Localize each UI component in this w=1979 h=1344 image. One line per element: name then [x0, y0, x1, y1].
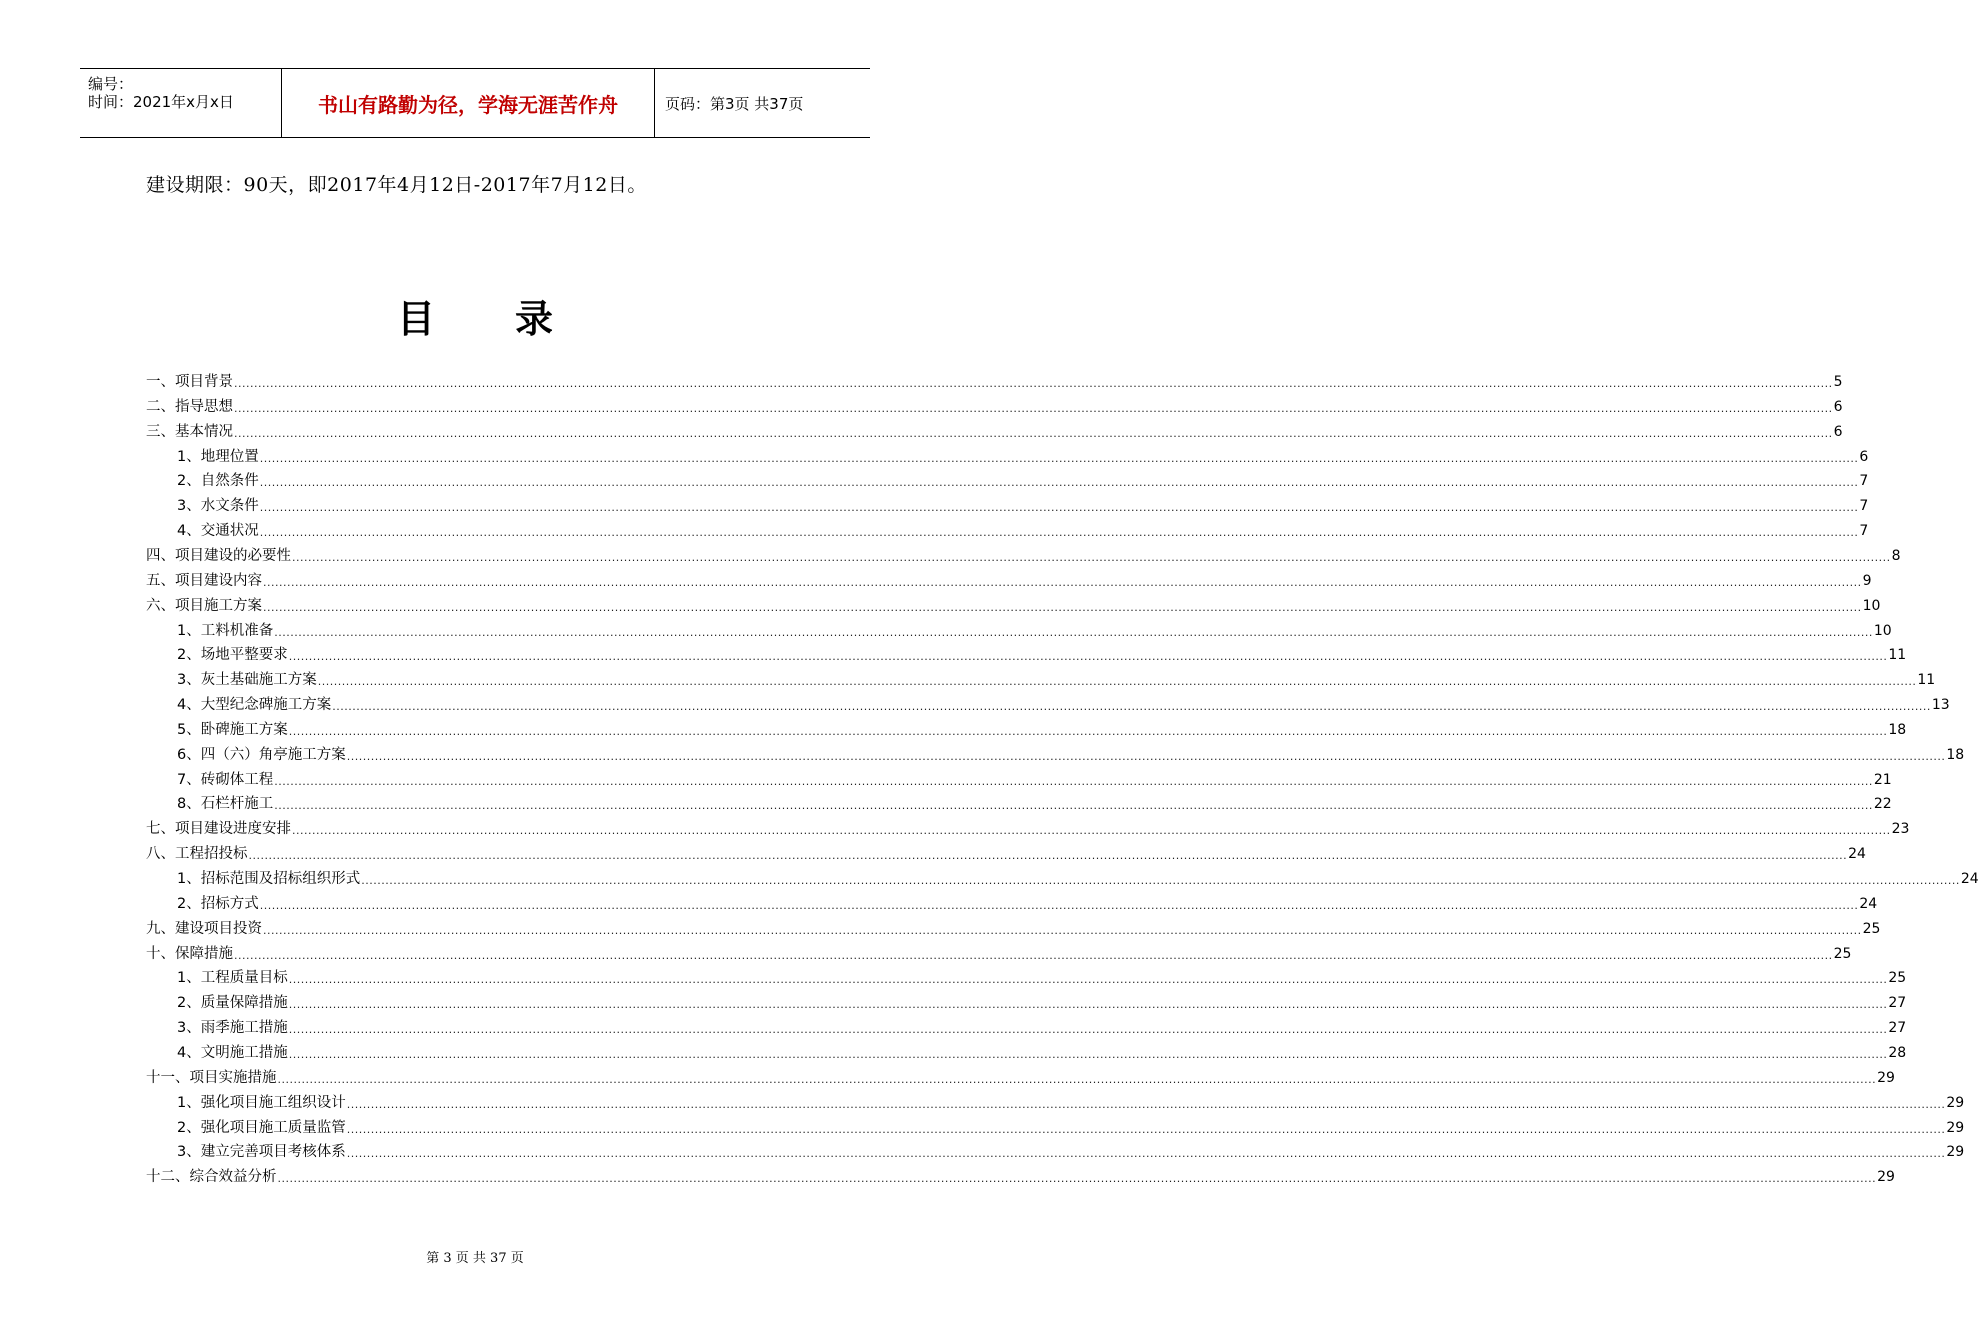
toc-entry-label: 十二、综合效益分析 — [146, 1169, 277, 1186]
toc-entry[interactable] — [177, 492, 1869, 516]
toc-entry-label: 三、基本情况 — [146, 423, 233, 440]
construction-period: 建设期限：90天，即2017年4月12日-2017年7月12日。 — [146, 174, 647, 196]
toc-entry[interactable] — [177, 1089, 1965, 1113]
toc-entry[interactable] — [177, 964, 1907, 988]
toc-entry-label: 2、招标方式 — [177, 895, 259, 912]
toc-leader-dots: ................................................................................................................................................................................................................................................................................................................................................................................................................ — [288, 973, 1888, 987]
toc-entry-label: 8、石栏杆施工 — [177, 796, 274, 813]
toc-entry[interactable] — [177, 1039, 1907, 1063]
toc-entry-page: 29 — [1877, 1069, 1895, 1086]
toc-entry-label: 3、水文条件 — [177, 498, 259, 515]
toc-entry-page: 6 — [1833, 398, 1843, 415]
toc-entry-page: 27 — [1888, 995, 1907, 1012]
toc-entry[interactable] — [146, 418, 1843, 442]
toc-entry-label: 十一、项目实施措施 — [146, 1069, 277, 1086]
toc-entry-label: 一、项目背景 — [146, 374, 233, 390]
toc-entry-page: 21 — [1873, 771, 1892, 788]
toc-leader-dots: ................................................................................................................................................................................................................................................................................................................................................................................................................ — [259, 476, 1859, 490]
toc-entry-page: 24 — [1859, 895, 1878, 912]
toc-leader-dots: ................................................................................................................................................................................................................................................................................................................................................................................................................ — [274, 625, 1873, 639]
toc-entry-label: 2、强化项目施工质量监管 — [177, 1119, 346, 1136]
toc-leader-dots: ................................................................................................................................................................................................................................................................................................................................................................................................................ — [259, 501, 1859, 515]
toc-leader-dots: ................................................................................................................................................................................................................................................................................................................................................................................................................ — [274, 774, 1873, 788]
toc-entry-label: 1、强化项目施工组织设计 — [177, 1094, 346, 1111]
toc-entry-page: 11 — [1917, 672, 1936, 689]
toc-leader-dots: ................................................................................................................................................................................................................................................................................................................................................................................................................ — [346, 1147, 1946, 1161]
toc-leader-dots: ................................................................................................................................................................................................................................................................................................................................................................................................................ — [346, 1097, 1946, 1111]
toc-title — [0, 288, 950, 343]
toc-entry[interactable] — [146, 840, 1866, 864]
toc-leader-dots: ................................................................................................................................................................................................................................................................................................................................................................................................................ — [234, 426, 1833, 440]
toc-entry-page: 24 — [1848, 846, 1866, 863]
toc-leader-dots: ................................................................................................................................................................................................................................................................................................................................................................................................................ — [361, 874, 1960, 887]
toc-entry-page: 10 — [1873, 622, 1892, 639]
toc-entry[interactable] — [146, 393, 1843, 417]
toc-entry-page: 23 — [1891, 821, 1910, 838]
toc-leader-dots: ................................................................................................................................................................................................................................................................................................................................................................................................................ — [317, 675, 1917, 689]
header-left-cell — [80, 69, 282, 137]
toc-entry[interactable] — [177, 443, 1869, 467]
toc-entry-label: 七、项目建设进度安排 — [146, 821, 291, 838]
toc-entry-page: 25 — [1888, 970, 1907, 987]
header-right-cell — [655, 69, 870, 137]
toc-entry[interactable] — [146, 915, 1881, 939]
toc-entry[interactable] — [177, 1114, 1965, 1138]
toc-leader-dots: ................................................................................................................................................................................................................................................................................................................................................................................................................ — [263, 923, 1862, 937]
toc-entry[interactable] — [177, 641, 1907, 665]
toc-entry-label: 四、项目建设的必要性 — [146, 547, 291, 564]
toc-leader-dots: ................................................................................................................................................................................................................................................................................................................................................................................................................ — [263, 600, 1862, 614]
toc-entry-page: 13 — [1931, 697, 1950, 714]
toc-leader-dots: ................................................................................................................................................................................................................................................................................................................................................................................................................ — [288, 998, 1888, 1012]
toc-entry-page: 29 — [1946, 1094, 1965, 1111]
toc-leader-dots: ................................................................................................................................................................................................................................................................................................................................................................................................................ — [292, 550, 1891, 564]
toc-entry-page: 10 — [1862, 597, 1881, 614]
toc-entry-label: 1、地理位置 — [177, 448, 259, 465]
toc-leader-dots: ................................................................................................................................................................................................................................................................................................................................................................................................................ — [277, 1172, 1877, 1186]
toc-entry-page: 24 — [1960, 871, 1979, 887]
toc-entry[interactable] — [146, 1163, 1895, 1187]
toc-entry-label: 1、工料机准备 — [177, 622, 274, 639]
toc-leader-dots: ................................................................................................................................................................................................................................................................................................................................................................................................................ — [234, 377, 1833, 390]
toc-entry[interactable] — [177, 890, 1878, 914]
toc-entry-page: 22 — [1873, 796, 1892, 813]
toc-entry-page: 5 — [1833, 374, 1843, 390]
toc-entry-label: 1、工程质量目标 — [177, 970, 288, 987]
toc-entry-label: 4、大型纪念碑施工方案 — [177, 697, 332, 714]
toc-entry-label: 4、交通状况 — [177, 523, 259, 540]
toc-entry-page: 8 — [1891, 547, 1901, 564]
time-label: 时间：2021年x月x日 — [88, 93, 234, 111]
toc-leader-dots: ................................................................................................................................................................................................................................................................................................................................................................................................................ — [346, 749, 1946, 763]
toc-entry-label: 7、砖砌体工程 — [177, 771, 274, 788]
toc-entry-label: 九、建设项目投资 — [146, 920, 262, 937]
toc-leader-dots: ................................................................................................................................................................................................................................................................................................................................................................................................................ — [274, 799, 1873, 813]
page-info: 页码：第3页 共37页 — [665, 94, 804, 113]
toc-leader-dots: ................................................................................................................................................................................................................................................................................................................................................................................................................ — [288, 1047, 1888, 1061]
toc-entry-page: 7 — [1859, 523, 1869, 540]
toc-leader-dots: ................................................................................................................................................................................................................................................................................................................................................................................................................ — [259, 526, 1859, 540]
toc-entry-page: 9 — [1862, 572, 1872, 589]
toc-entry-label: 五、项目建设内容 — [146, 572, 262, 589]
toc-leader-dots: ................................................................................................................................................................................................................................................................................................................................................................................................................ — [288, 724, 1888, 738]
toc-entry-label: 5、卧碑施工方案 — [177, 721, 288, 738]
toc-entry-label: 八、工程招投标 — [146, 846, 248, 863]
toc-leader-dots: ................................................................................................................................................................................................................................................................................................................................................................................................................ — [263, 575, 1862, 589]
toc-entry[interactable] — [177, 741, 1965, 765]
toc-entry-page: 25 — [1833, 945, 1852, 962]
toc-entry[interactable] — [146, 368, 1843, 392]
toc-entry-label: 3、雨季施工措施 — [177, 1020, 288, 1037]
toc-entry-page: 27 — [1888, 1020, 1907, 1037]
toc-entry-label: 6、四（六）角亭施工方案 — [177, 746, 346, 763]
toc-leader-dots: ................................................................................................................................................................................................................................................................................................................................................................................................................ — [234, 948, 1833, 962]
toc-entry-page: 29 — [1877, 1169, 1895, 1186]
header-table — [80, 68, 870, 138]
toc-leader-dots: ................................................................................................................................................................................................................................................................................................................................................................................................................ — [346, 1122, 1946, 1136]
toc-entry-label: 2、场地平整要求 — [177, 647, 288, 664]
toc-entry-label: 1、招标范围及招标组织形式 — [177, 871, 361, 887]
toc-entry[interactable] — [177, 617, 1892, 641]
toc-entry-label: 十、保障措施 — [146, 945, 233, 962]
toc-leader-dots: ................................................................................................................................................................................................................................................................................................................................................................................................................ — [288, 1023, 1888, 1037]
toc-leader-dots: ................................................................................................................................................................................................................................................................................................................................................................................................................ — [259, 898, 1859, 912]
header-center-cell — [282, 69, 655, 137]
toc-entry[interactable] — [146, 940, 1852, 964]
toc-entry[interactable] — [146, 592, 1881, 616]
toc-entry-label: 2、质量保障措施 — [177, 995, 288, 1012]
toc-entry-label: 3、灰土基础施工方案 — [177, 672, 317, 689]
toc-entry-page: 18 — [1888, 721, 1907, 738]
toc-entry-page: 29 — [1946, 1119, 1965, 1136]
toc-entry[interactable] — [177, 467, 1869, 491]
toc-entry-label: 六、项目施工方案 — [146, 597, 262, 614]
toc-entry-label: 4、文明施工措施 — [177, 1044, 288, 1061]
toc-entry-label: 二、指导思想 — [146, 398, 233, 415]
toc-entry[interactable] — [177, 666, 1936, 690]
toc-entry-label: 2、自然条件 — [177, 473, 259, 490]
toc-entry[interactable] — [177, 766, 1892, 790]
toc-title-left: 目 — [396, 296, 435, 341]
toc-entry-page: 28 — [1888, 1044, 1907, 1061]
toc-leader-dots: ................................................................................................................................................................................................................................................................................................................................................................................................................ — [292, 824, 1891, 838]
toc-entry-page: 7 — [1859, 498, 1869, 515]
toc-entry[interactable] — [177, 790, 1892, 814]
toc-entry[interactable] — [146, 567, 1872, 591]
toc-leader-dots: ................................................................................................................................................................................................................................................................................................................................................................................................................ — [234, 401, 1833, 415]
serial-label: 编号： — [88, 75, 134, 93]
toc-entry-label: 3、建立完善项目考核体系 — [177, 1144, 346, 1161]
toc-entry[interactable] — [177, 1014, 1907, 1038]
toc-leader-dots: ................................................................................................................................................................................................................................................................................................................................................................................................................ — [332, 700, 1931, 714]
toc-entry-page: 6 — [1833, 423, 1843, 440]
toc-entry-page: 18 — [1946, 746, 1965, 763]
toc-entry[interactable] — [177, 691, 1950, 715]
toc-entry-page: 25 — [1862, 920, 1881, 937]
toc-leader-dots: ................................................................................................................................................................................................................................................................................................................................................................................................................ — [277, 1072, 1877, 1086]
toc-leader-dots: ................................................................................................................................................................................................................................................................................................................................................................................................................ — [288, 650, 1888, 664]
toc-leader-dots: ................................................................................................................................................................................................................................................................................................................................................................................................................ — [259, 451, 1859, 465]
toc-entry[interactable] — [177, 989, 1907, 1013]
toc-entry[interactable] — [146, 542, 1901, 566]
toc-entry[interactable] — [146, 1064, 1895, 1088]
toc-entry[interactable] — [177, 865, 1979, 889]
toc-leader-dots: ................................................................................................................................................................................................................................................................................................................................................................................................................ — [248, 849, 1848, 863]
toc-entry-page: 29 — [1946, 1144, 1965, 1161]
toc-title-right: 录 — [515, 296, 554, 341]
toc-entry[interactable] — [146, 815, 1910, 839]
toc-entry-page: 6 — [1859, 448, 1869, 465]
motto: 书山有路勤为径，学海无涯苦作舟 — [318, 92, 618, 117]
toc-entry[interactable] — [177, 517, 1869, 541]
page-footer: 第 3 页 共 37 页 — [426, 1251, 524, 1266]
toc-entry-page: 7 — [1859, 473, 1869, 490]
toc-entry[interactable] — [177, 716, 1907, 740]
toc-entry[interactable] — [177, 1138, 1965, 1162]
toc-entry-page: 11 — [1888, 647, 1907, 664]
